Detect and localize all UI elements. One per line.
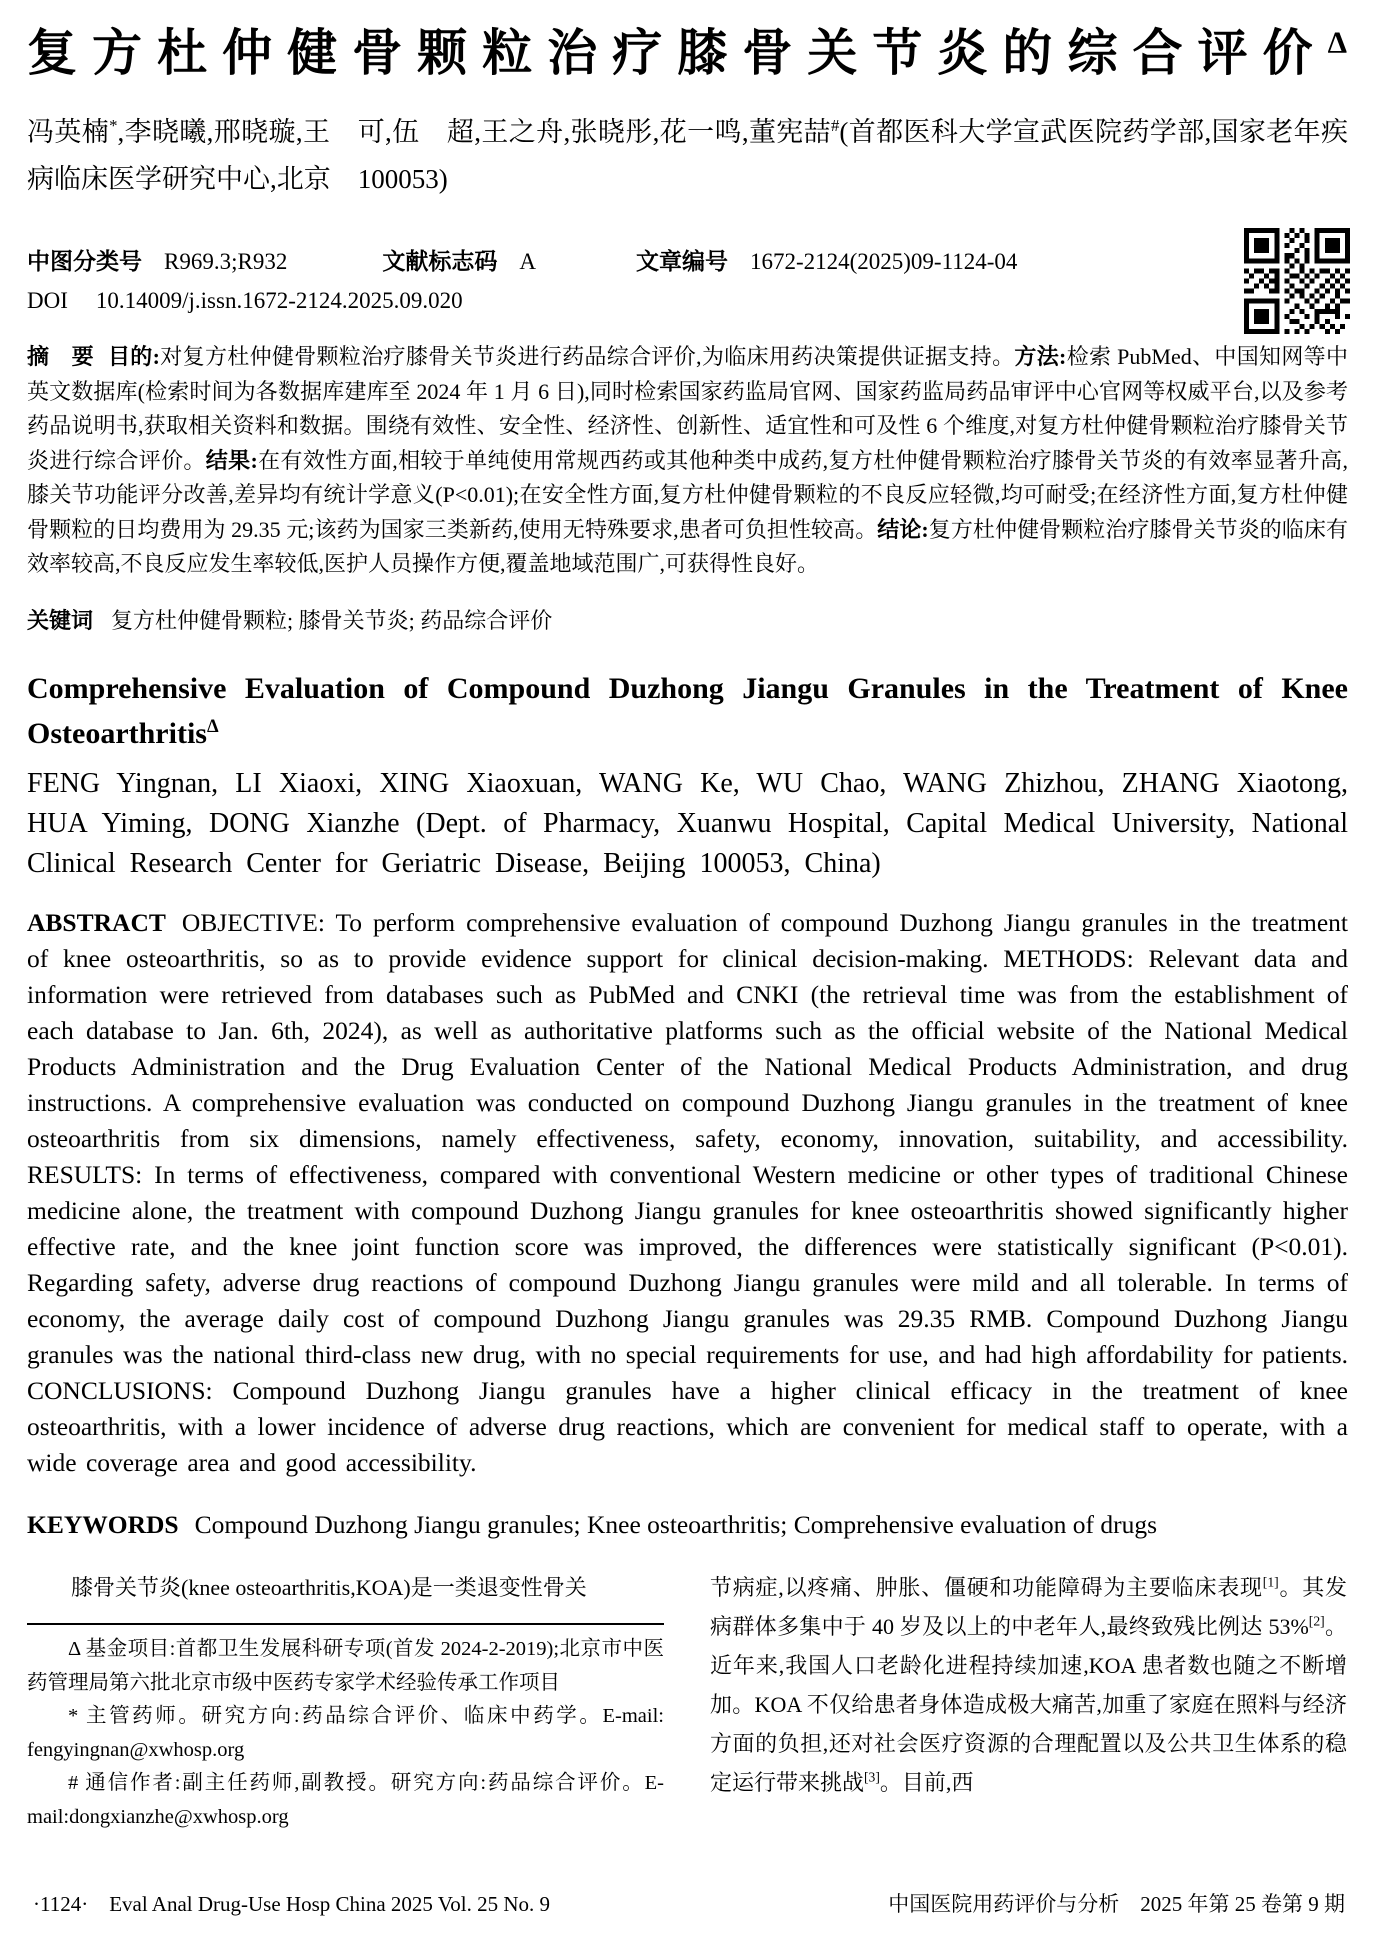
results-label-cn: 结果: [205, 447, 258, 473]
affiliation: (首都医科大学宣武医院药学部,国家老年疾病临床医学研究中心,北京 100053) [27, 116, 1349, 194]
first-author-note: * 主管药师。研究方向:药品综合评价、临床中药学。E-mail: fengyingnan@xwhosp.org [27, 1705, 664, 1761]
middle-authors: ,李晓曦,邢晓璇,王 可,伍 超,王之舟,张晓彤,花一鸣,董宪喆 [117, 116, 832, 147]
body-paragraph [710, 1568, 1347, 1802]
title-en [27, 666, 1348, 756]
methods-label-cn: 方法: [1014, 344, 1067, 369]
page-title [27, 22, 1348, 85]
body-text: 。近年来,我国人口老龄化进程持续加速,KOA 患者数也随之不断增加。KOA 不仅给患者身体造成极大痛苦,加重了家庭在照料与经济方面的负担,还对社会医疗资源的合理配置以及公共卫生体系的稳定运行带来挑战 [710, 1614, 1347, 1796]
qr-code [1244, 228, 1350, 334]
title-en-text: Comprehensive Evaluation of Compound Duzhong Jiangu Granules in the Treatment of Knee Osteoarthritis [27, 672, 1348, 750]
fund-note: Δ 基金项目:首都卫生发展科研专项(首发 2024-2-2019);北京市中医药管理局第六批北京市级中医药专家学术经验传承工作项目 [27, 1638, 664, 1694]
body-text: 。其发病群体多集中于 40 岁及以上的中老年人,最终致残比例达 53% [710, 1575, 1347, 1640]
abstract-en [27, 905, 1348, 1481]
abstract-cn-label: 摘 要 [27, 344, 94, 369]
objective-text-cn: 对复方杜仲健骨颗粒治疗膝骨关节炎进行药品综合评价,为临床用药决策提供证据支持。 [159, 344, 1015, 369]
objective-label-cn: 目的: [107, 344, 160, 369]
footnote-divider [27, 1623, 664, 1625]
keywords-en [27, 1507, 1348, 1543]
doi-label: DOI [27, 288, 68, 313]
keywords-en-label: KEYWORDS [27, 1509, 179, 1539]
body-columns [27, 1568, 1348, 1834]
conclusion-text-cn: 复方杜仲健骨颗粒治疗膝骨关节炎的临床有效率较高,不良反应发生率较低,医护人员操作方便,覆盖地域范围广,可获得性良好。 [27, 516, 1348, 576]
methods-text-cn: 检索 PubMed、中国知网等中英文数据库(检索时间为各数据库建库至 2024 年 1 月 6 日),同时检索国家药监局官网、国家药监局药品审评中心官网等权威平台,以及参考药品说明书,获取相关资料和数据。围绕有效性、安全性、经济性、创新性、适宜性和可及性 6 个维度,对复方杜仲健骨颗粒治疗膝骨关节炎进行综合评价。 [27, 344, 1349, 473]
corresponding-author-mark: # [831, 115, 840, 135]
meta-row [27, 243, 1348, 276]
first-author-mark: * [109, 115, 118, 135]
article-no-value: 1672-2124(2025)09-1124-04 [749, 249, 1018, 274]
conclusion-label-cn: 结论: [877, 516, 929, 542]
clc-label: 中图分类号 [27, 248, 142, 274]
doc-code-label: 文献标志码 [382, 248, 498, 274]
left-column [27, 1568, 664, 1834]
keywords-en-text: Compound Duzhong Jiangu granules; Knee osteoarthritis; Comprehensive evaluation of drugs [194, 1509, 1158, 1539]
keywords-cn-text: 复方杜仲健骨颗粒; 膝骨关节炎; 药品综合评价 [111, 607, 553, 633]
right-column [710, 1568, 1347, 1834]
first-author: 冯英楠 [27, 116, 110, 147]
keywords-cn-label: 关键词 [27, 607, 94, 633]
page-title-text: 复方杜仲健骨颗粒治疗膝骨关节炎的综合评价 [27, 25, 1328, 81]
results-text-cn: 在有效性方面,相较于单纯使用常规西药或其他种类中成药,复方杜仲健骨颗粒治疗膝骨关节炎的有效率显著升高,膝关节功能评分改善,差异均有统计学意义(P<0.01);在安全性方面,复方杜仲健骨颗粒的不良反应轻微,均可耐受;在经济性方面,复方杜仲健骨颗粒的日均费用为 29.35 元;该药为国家三类新药,使用无特殊要求,患者可负担性较高。 [27, 447, 1348, 542]
citation-ref-2: [2] [1308, 1613, 1325, 1629]
authors-en: FENG Yingnan, LI Xiaoxi, XING Xiaoxuan, WANG Ke, WU Chao, WANG Zhizhou, ZHANG Xiaotong, HUA Yiming, DONG Xianzhe (Dept. of Pharmacy, Xuanwu Hospital, Capital Medical University, National Clinical Research Center for Geriatric Disease, Beijing 100053, China) [27, 768, 1348, 879]
footnotes [27, 1633, 664, 1834]
corresponding-author-note: # 通信作者:副主任药师,副教授。研究方向:药品综合评价。E-mail:dongxianzhe@xwhosp.org [27, 1772, 664, 1828]
footer-right: 中国医院用药评价与分析 2025 年第 25 卷第 9 期 [888, 1892, 1345, 1916]
authors-cn [27, 109, 1348, 204]
body-text: 。目前,西 [879, 1770, 974, 1796]
doi-row [27, 288, 1348, 314]
abstract-en-text: OBJECTIVE: To perform comprehensive evaluation of compound Duzhong Jiangu granules in the treatment of knee osteoarthritis, so as to provide evidence support for clinical decision-making. METHODS: Relevant data and information were retrieved from databases such as PubMed and CNKI (the retrieval time was from the establishment of each database to Jan. 6th, 2024), as well as authoritative platforms such as the official website of the National Medical Products Administration and the Drug Evaluation Center of the National Medical Products Administration, and drug instructions. A comprehensive evaluation was conducted on compound Duzhong Jiangu granules in the treatment of knee osteoarthritis from six dimensions, namely effectiveness, safety, economy, innovation, suitability, and accessibility. RESULTS: In terms of effectiveness, compared with conventional Western medicine or other types of traditional Chinese medicine alone, the treatment with compound Duzhong Jiangu granules for knee osteoarthritis showed significantly higher effective rate, and the knee joint function score was improved, the differences were statistically significant (P<0.01). Regarding safety, adverse drug reactions of compound Duzhong Jiangu granules were mild and all tolerable. In terms of economy, the average daily cost of compound Duzhong Jiangu granules was 29.35 RMB. Compound Duzhong Jiangu granules was the national third-class new drug, with no special requirements for use, and had high affordability for patients. CONCLUSIONS: Compound Duzhong Jiangu granules have a higher clinical efficacy in the treatment of knee osteoarthritis, with a lower incidence of adverse drug reactions, which are convenient for medical staff to operate, with a wide coverage area and good accessibility. [27, 908, 1348, 1478]
page-title-superscript: Δ [1327, 24, 1348, 60]
clc-value: R969.3;R932 [164, 249, 288, 274]
page-footer [33, 1888, 1345, 1918]
body-text: 节病症,以疼痛、肿胀、僵硬和功能障碍为主要临床表现 [710, 1575, 1263, 1601]
intro-paragraph: 膝骨关节炎(knee osteoarthritis,KOA)是一类退变性骨关 [71, 1575, 587, 1601]
doc-code-value: A [519, 249, 536, 274]
footer-left: ·1124· Eval Anal Drug-Use Hosp China 2025 Vol. 25 No. 9 [33, 1892, 550, 1916]
abstract-cn [27, 340, 1348, 582]
article-no-label: 文章编号 [635, 248, 728, 274]
citation-ref-3: [3] [864, 1769, 880, 1785]
doi-value: 10.14009/j.issn.1672-2124.2025.09.020 [95, 288, 463, 313]
abstract-en-label: ABSTRACT [27, 908, 166, 938]
title-en-superscript: Δ [206, 716, 219, 737]
citation-ref-1: [1] [1262, 1574, 1279, 1590]
keywords-cn [27, 604, 1348, 639]
